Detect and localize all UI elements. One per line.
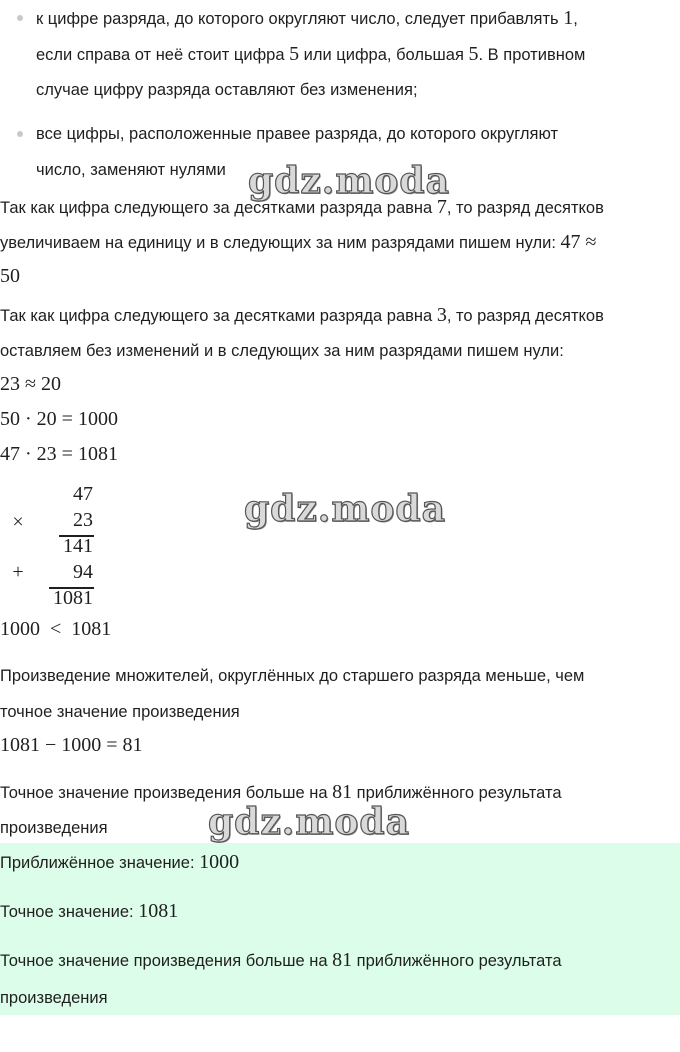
watermark-logo: gdz.moda: [208, 801, 410, 843]
answer-approx: Приближённое значение: 1000: [0, 851, 240, 873]
bullet-1-line-1: к цифре разряда, до которого округляют число, следует прибавлять 1,: [36, 7, 578, 29]
para-1-line-1: Так как цифра следующего за десятками разряда равна 7, то разряд десятков: [0, 196, 604, 218]
para-3-line-2: точное значение произведения: [0, 703, 240, 721]
para-2-line-1: Так как цифра следующего за десятками разряда равна 3, то разряд десятков: [0, 304, 604, 326]
column-result: 1081: [53, 587, 93, 609]
math-compare: 1000 < 1081: [0, 618, 112, 640]
para-3-line-1: Произведение множителей, округлённых до старшего разряда меньше, чем: [0, 667, 585, 685]
bullet-1-line-2: если справа от неё стоит цифра 5 или цифра, большая 5. В противном: [36, 43, 586, 65]
para-4-line-1: Точное значение произведения больше на 81 приближённого результата: [0, 781, 562, 803]
column-partial-1: 141: [63, 535, 93, 557]
column-multiplier: 23: [73, 509, 93, 531]
bullet-1-line-3: случае цифру разряда оставляют без изменения;: [36, 81, 418, 99]
math-difference: 1081 − 1000 = 81: [0, 734, 143, 756]
times-sign: ×: [12, 511, 24, 533]
column-multiplicand: 47: [73, 483, 93, 505]
watermark-logo: gdz.moda: [244, 488, 446, 530]
column-partial-2: 94: [73, 561, 93, 583]
answer-diff-line-2: произведения: [0, 989, 108, 1007]
math-estimate: 50 · 20 = 1000: [0, 408, 118, 430]
bullet-icon: [17, 131, 25, 139]
math-approx: 23 ≈ 20: [0, 373, 61, 395]
math-exact: 47 · 23 = 1081: [0, 443, 118, 465]
answer-diff-line-1: Точное значение произведения больше на 81 приближённого результата: [0, 949, 562, 971]
plus-sign: +: [12, 561, 24, 583]
para-2-line-2: оставляем без изменений и в следующих за ним разрядами пишем нули:: [0, 342, 564, 360]
watermark-logo: gdz.moda: [248, 160, 450, 202]
para-1-line-3: 50: [0, 265, 20, 287]
bullet-2-line-1: все цифры, расположенные правее разряда, до которого округляют: [36, 125, 559, 143]
para-1-line-2: увеличиваем на единицу и в следующих за ним разрядами пишем нули: 47 ≈: [0, 231, 597, 253]
para-4-line-2: произведения: [0, 819, 108, 837]
bullet-2-line-2: число, заменяют нулями: [36, 161, 226, 179]
bullet-icon: [17, 15, 25, 23]
answer-exact: Точное значение: 1081: [0, 900, 179, 922]
